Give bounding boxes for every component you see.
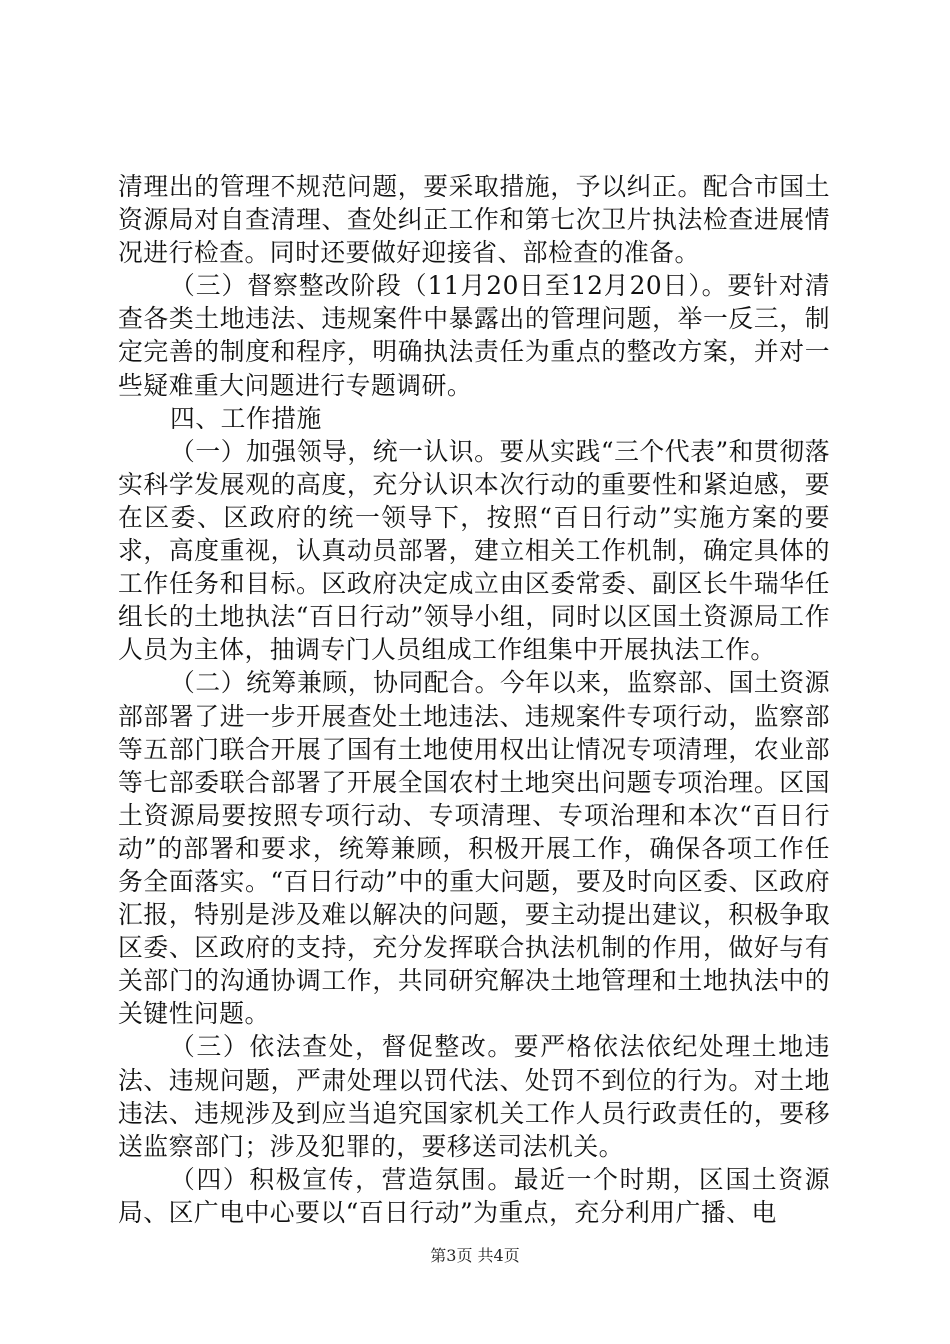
- section-heading-measures: 四、工作措施: [170, 403, 322, 433]
- paragraph-coordination: （二）统筹兼顾，协同配合。今年以来，监察部、国土资源部部署了进一步开展查处土地违法、违规案件专项行动，监察部等五部门联合开展了国有土地使用权出让情况专项清理，农业部等七部委联合部署了开展全国农村土地突出问题专项治理。区国土资源局要按照专项行动、专项清理、专项治理和本次“百日行动”的部署和要求，统筹兼顾，积极开展工作，确保各项工作任务全面落实。“百日行动”中的重大问题，要及时向区委、区政府汇报，特别是涉及难以解决的问题，要主动提出建议，积极争取区委、区政府的支持，充分发挥联合执法机制的作用，做好与有关部门的沟通协调工作，共同研究解决土地管理和土地执法中的关键性问题。: [118, 668, 830, 1029]
- paragraph-leadership: （一）加强领导，统一认识。要从实践“三个代表”和贯彻落实科学发展观的高度，充分认识本次行动的重要性和紧迫感，要在区委、区政府的统一领导下，按照“百日行动”实施方案的要求，高度重视，认真动员部署，建立相关工作机制，确定具体的工作任务和目标。区政府决定成立由区委常委、副区长牛瑞华任组长的土地执法“百日行动”领导小组，同时以区国土资源局工作人员为主体，抽调专门人员组成工作组集中开展执法工作。: [118, 436, 830, 665]
- document-body: [118, 170, 830, 1229]
- page-number: 第3页 共4页: [430, 1246, 520, 1265]
- paragraph-publicity: （四）积极宣传，营造氛围。最近一个时期，区国土资源局、区广电中心要以“百日行动”为重点，充分利用广播、电: [118, 1164, 830, 1227]
- paragraph-continuation: 清理出的管理不规范问题，要采取措施，予以纠正。配合市国土资源局对自查清理、查处纠正工作和第七次卫片执法检查进展情况进行检查。同时还要做好迎接省、部检查的准备。: [118, 172, 830, 268]
- paragraph-enforcement: （三）依法查处，督促整改。要严格依法依纪处理土地违法、违规问题，严肃处理以罚代法、处罚不到位的行为。对土地违法、违规涉及到应当追究国家机关工作人员行政责任的，要移送监察部门；涉及犯罪的，要移送司法机关。: [118, 1032, 830, 1161]
- page-footer: [0, 1243, 950, 1266]
- paragraph-supervision-stage: （三）督察整改阶段（11月20日至12月20日）。要针对清查各类土地违法、违规案件中暴露出的管理问题，举一反三，制定完善的制度和程序，明确执法责任为重点的整改方案，并对一些疑难重大问题进行专题调研。: [118, 271, 830, 400]
